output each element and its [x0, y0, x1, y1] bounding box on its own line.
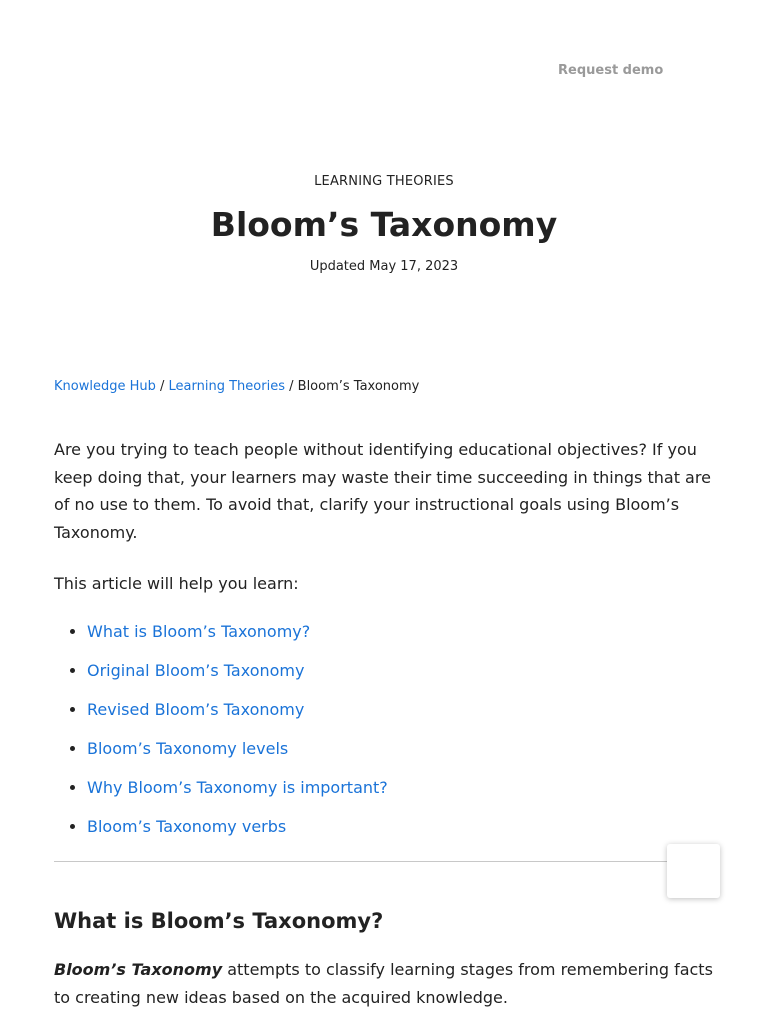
request-demo-link[interactable]: Request demo: [558, 63, 664, 78]
floating-chat-widget[interactable]: [667, 844, 720, 898]
toc-item: [87, 698, 714, 722]
breadcrumb-current: Bloom’s Taxonomy: [297, 379, 420, 394]
toc-link-original[interactable]: Original Bloom’s Taxonomy: [87, 661, 305, 680]
breadcrumb-separator: /: [289, 379, 294, 394]
toc-item: [87, 737, 714, 761]
section-heading: What is Bloom’s Taxonomy?: [54, 909, 384, 933]
breadcrumb: [54, 378, 714, 396]
intro-paragraph: Are you trying to teach people without identifying educational objectives? If you keep doing that, your learners may waste their time succeeding in things that are of no use to them. To avoid that, clarify your instructional goals using Bloom’s Taxonomy.: [54, 440, 711, 542]
toc-link-verbs[interactable]: Bloom’s Taxonomy verbs: [87, 817, 287, 836]
article-header: [0, 174, 768, 274]
breadcrumb-knowledge-hub[interactable]: Knowledge Hub: [54, 379, 156, 394]
toc-item: [87, 776, 714, 800]
top-nav: [558, 59, 663, 78]
toc-link-what-is[interactable]: What is Bloom’s Taxonomy?: [87, 622, 311, 641]
breadcrumb-learning-theories[interactable]: Learning Theories: [168, 379, 285, 394]
article-content: [54, 378, 714, 1011]
section-paragraph: [54, 956, 714, 1011]
section-term: Bloom’s Taxonomy: [54, 960, 223, 979]
toc-link-revised[interactable]: Revised Bloom’s Taxonomy: [87, 700, 305, 719]
toc-item: [87, 815, 714, 839]
toc-link-levels[interactable]: Bloom’s Taxonomy levels: [87, 739, 289, 758]
article-category[interactable]: LEARNING THEORIES: [314, 174, 454, 189]
page-title: Bloom’s Taxonomy: [210, 205, 558, 244]
section-divider: [54, 861, 714, 862]
breadcrumb-separator: /: [160, 379, 165, 394]
table-of-contents: [54, 620, 714, 839]
toc-item: [87, 620, 714, 644]
toc-item: [87, 659, 714, 683]
updated-date: Updated May 17, 2023: [309, 259, 459, 274]
learn-heading: This article will help you learn:: [54, 574, 299, 593]
section-text: attempts to classify learning stages from remembering facts to creating new ideas based on the acquired knowledge.: [54, 960, 713, 1007]
toc-link-importance[interactable]: Why Bloom’s Taxonomy is important?: [87, 778, 388, 797]
